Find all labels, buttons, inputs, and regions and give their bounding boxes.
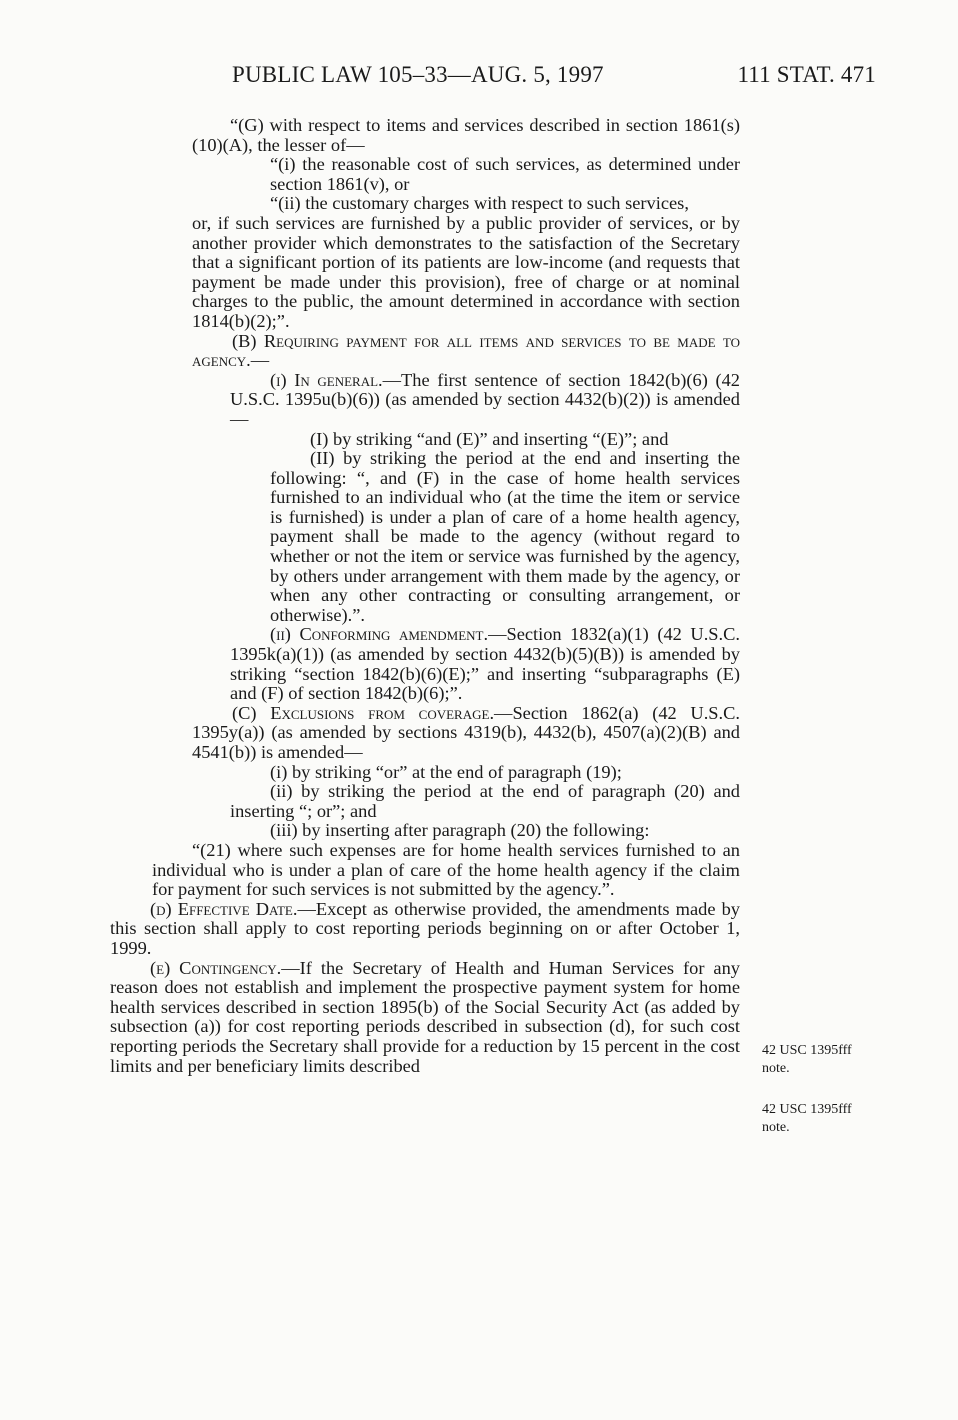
margin-note-d-citation: 42 USC 1395fff [762, 1043, 852, 1058]
clause-c-i: (i) by striking “or” at the end of paragraph (19); [270, 761, 622, 782]
margin-note-d [762, 1042, 852, 1078]
subparagraph-c-label: (C) Exclusions from coverage. [232, 702, 495, 723]
clause-c-iii: (iii) by inserting after paragraph (20) the following: [270, 820, 650, 841]
clause-b-ii [230, 625, 740, 703]
subsection-d [110, 900, 740, 959]
clause-b-i-label: (i) In general. [270, 369, 383, 390]
subparagraph-c-text: —Section 1862(a) (42 U.S.C. 1395y(a)) (as amended by sections 4319(b), 4432(b), 4507(a)(2)(B) and 4541(b)) is amended— [192, 702, 740, 762]
clause-b-ii-text: —Section 1832(a)(1) (42 U.S.C. 1395k(a)(1)) (as amended by section 4432(b)(5)(B)) is amended by striking “section 1842(b)(6)(E);” and inserting “subparagraphs (E) and (F) of section 1842(b)(6);”. [230, 624, 740, 704]
paragraph-g: “(G) with respect to items and services described in section 1861(s)(10)(A), the lesser of— [192, 115, 740, 155]
subsection-e [110, 959, 740, 1077]
quoted-paragraph-21: “(21) where such expenses are for home health services furnished to an individual who is under a plan of care of the home health agency if the claim for payment for such services is not submitted by the agency.”. [152, 839, 740, 900]
clause-c-ii: (ii) by striking the period at the end of paragraph (20) and inserting “; or”; and [230, 781, 740, 821]
statute-body [110, 116, 740, 1076]
clause-b-i [230, 371, 740, 430]
page-number: 111 STAT. 471 [737, 62, 876, 87]
subclause-b-i-II: (II) by striking the period at the end and inserting the following: “, and (F) in the case of home health services furnished to an individual who (at the time the item or service is furnished) is under a plan of care of a home health agency, payment shall be made to the agency (without regard to whether or not the item or service was furnished by the agency, by others under arrangement with them made by the agency, or when any other contracting or consulting arrangement, or otherwise).”. [270, 448, 740, 625]
clause-b-ii-label: (ii) Conforming amendment. [270, 624, 489, 645]
subclause-b-i-I: (I) by striking “and (E)” and inserting “(E)”; and [310, 428, 669, 449]
margin-note-d-suffix: note. [762, 1061, 790, 1076]
paragraph-g-tail: or, if such services are furnished by a public provider of services, or by another provider which demonstrates to the satisfaction of the Secretary that a significant portion of its patients are low-income (and requests that payment be made under this provision), free of charge or at nominal charges to the public, the amount determined in accordance with section 1814(b)(2);”. [192, 212, 740, 331]
subparagraph-b-heading [192, 332, 740, 371]
subsection-e-text: —If the Secretary of Health and Human Services for any reason does not establish and implement the prospective payment system for home health services described in section 1895(b) of the Social Security Act (as added by subsection (a)) for cost reporting periods described in subsection (d), for such cost reporting periods the Secretary shall provide for a reduction by 15 percent in the cost limits and per beneficiary limits described [110, 957, 740, 1076]
clause-g-i [270, 155, 740, 194]
subsection-d-label: (d) Effective Date. [150, 898, 298, 919]
running-header: PUBLIC LAW 105–33—AUG. 5, 1997 [232, 62, 604, 87]
clause-g-ii: “(ii) the customary charges with respect to such services, [270, 193, 689, 214]
margin-note-e [762, 1101, 852, 1137]
clause-b-i-text: —The first sentence of section 1842(b)(6) (42 U.S.C. 1395u(b)(6)) (as amended by section 4432(b)(2)) is amended— [230, 369, 740, 429]
clause-g-i-text: “(i) the reasonable cost of such services, as determined under section 1861(v), or [270, 154, 740, 194]
subparagraph-b-label: (B) Requiring payment for all items and services to be made to agency.— [192, 330, 740, 371]
margin-note-e-suffix: note. [762, 1120, 790, 1135]
subsection-d-text: —Except as otherwise provided, the amendments made by this section shall apply to cost reporting periods beginning on or after October 1, 1999. [110, 898, 740, 958]
subparagraph-c [192, 704, 740, 763]
subsection-e-label: (e) Contingency. [150, 957, 282, 978]
margin-note-e-citation: 42 USC 1395fff [762, 1102, 852, 1117]
